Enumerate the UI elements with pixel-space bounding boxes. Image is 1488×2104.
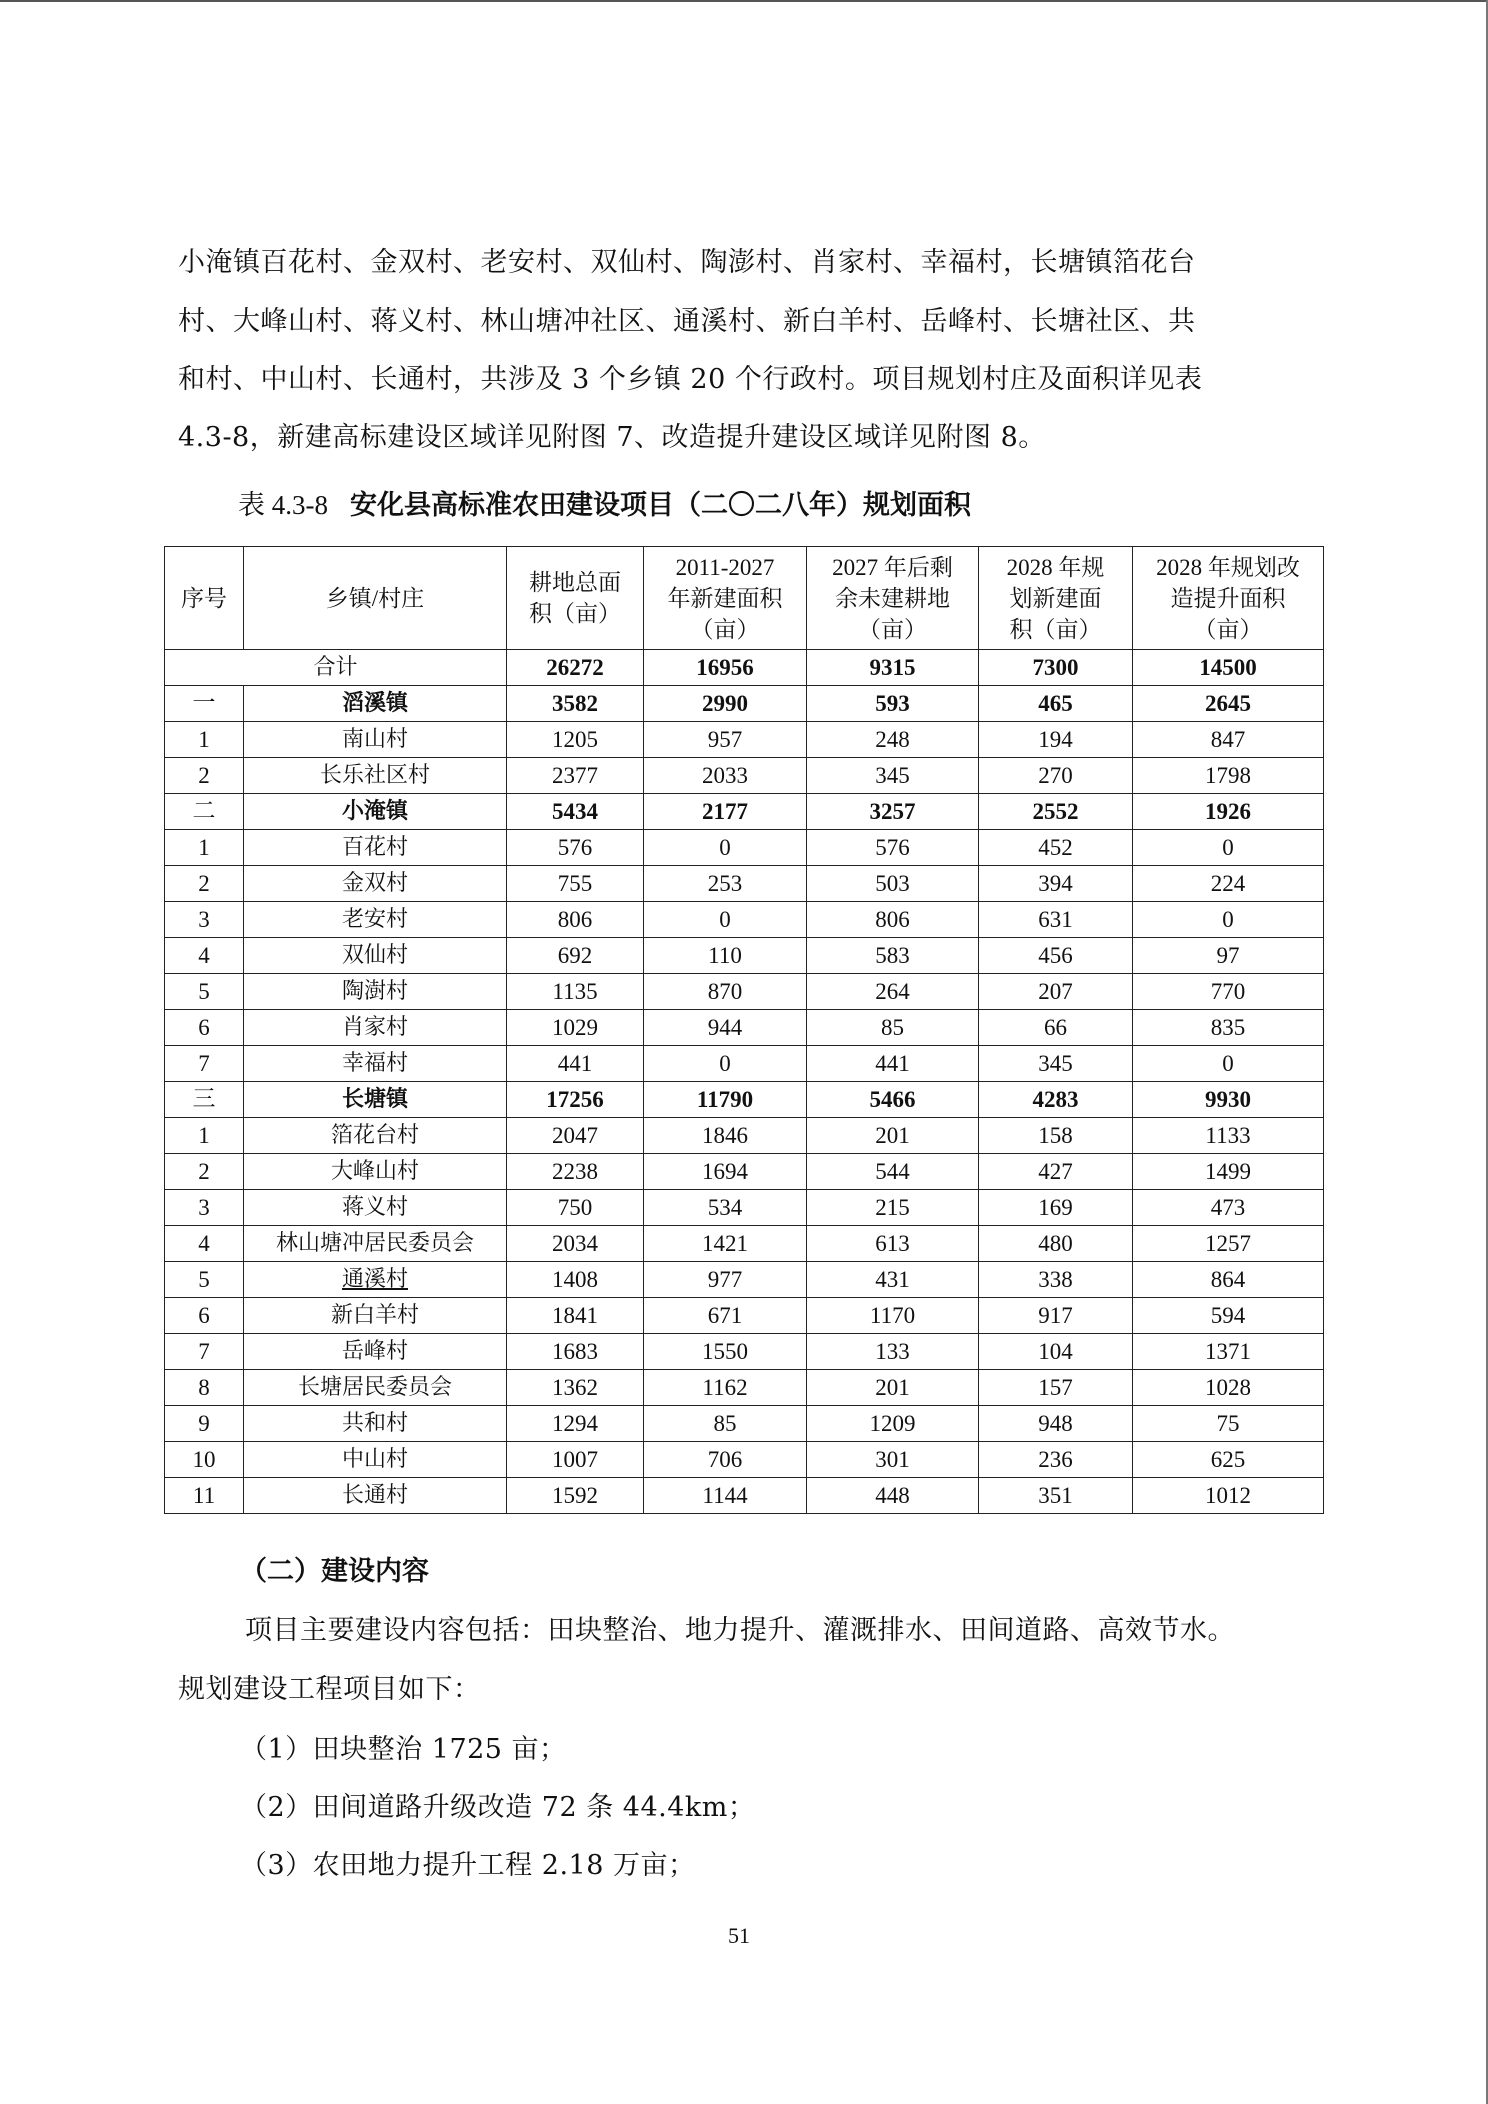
row-value: 253	[644, 866, 807, 902]
row-name	[244, 1118, 507, 1154]
intro-line: 和村、中山村、长通村，共涉及 3 个乡镇 20 个行政村。项目规划村庄及面积详见表	[178, 364, 1203, 395]
row-value: 1205	[507, 722, 644, 758]
row-name	[244, 1154, 507, 1190]
row-name	[244, 1046, 507, 1082]
row-value: 0	[1133, 902, 1324, 938]
row-value: 583	[807, 938, 979, 974]
table-caption-number: 表 4.3-8	[238, 490, 328, 520]
column-header	[165, 547, 244, 650]
row-value: 215	[807, 1190, 979, 1226]
row-value: 576	[807, 830, 979, 866]
list-item: （3）农田地力提升工程 2.18 万亩；	[240, 1850, 696, 1881]
column-header	[507, 547, 644, 650]
row-value: 1012	[1133, 1478, 1324, 1514]
row-index: 1	[165, 722, 244, 758]
row-value: 806	[807, 902, 979, 938]
row-value: 755	[507, 866, 644, 902]
row-value: 613	[807, 1226, 979, 1262]
row-value: 1798	[1133, 758, 1324, 794]
row-name-text: 新白羊村	[330, 1303, 419, 1328]
row-value: 2990	[644, 686, 807, 722]
row-name	[244, 1406, 507, 1442]
intro-line: 村、大峰山村、蒋义村、林山塘冲社区、通溪村、新白羊村、岳峰村、长塘社区、共	[178, 306, 1196, 337]
town-row	[165, 1082, 1324, 1118]
row-name-text: 幸福村	[341, 1051, 408, 1076]
row-value: 847	[1133, 722, 1324, 758]
village-row	[165, 1010, 1324, 1046]
row-value: 431	[807, 1262, 979, 1298]
row-name	[244, 902, 507, 938]
total-value: 26272	[507, 650, 644, 686]
table-caption-title: 安化县高标准农田建设项目（二〇二八年）规划面积	[350, 490, 971, 521]
row-name	[244, 830, 507, 866]
column-header-line: （亩）	[858, 616, 927, 642]
row-value: 1133	[1133, 1118, 1324, 1154]
row-value: 2034	[507, 1226, 644, 1262]
village-row	[165, 758, 1324, 794]
village-row	[165, 974, 1324, 1010]
row-index: 4	[165, 1226, 244, 1262]
row-name-text: 滔溪镇	[341, 691, 408, 716]
village-row	[165, 1046, 1324, 1082]
row-value: 1926	[1133, 794, 1324, 830]
village-row	[165, 938, 1324, 974]
row-name	[244, 1334, 507, 1370]
planning-area-table	[164, 546, 1324, 1514]
row-name-text: 通溪村	[341, 1267, 408, 1292]
column-header-line: 2011-2027	[675, 554, 775, 580]
row-value: 0	[644, 1046, 807, 1082]
row-value: 351	[979, 1478, 1133, 1514]
village-row	[165, 1262, 1324, 1298]
row-value: 1362	[507, 1370, 644, 1406]
row-value: 671	[644, 1298, 807, 1334]
column-header-line: 2027 年后剩	[832, 554, 953, 580]
row-index: 6	[165, 1010, 244, 1046]
row-index: 8	[165, 1370, 244, 1406]
row-name-text: 双仙村	[341, 943, 408, 968]
column-header-line: （亩）	[690, 616, 760, 642]
row-value: 473	[1133, 1190, 1324, 1226]
row-name-text: 大峰山村	[330, 1159, 419, 1184]
row-value: 503	[807, 866, 979, 902]
section-paragraph-line: 规划建设工程项目如下：	[178, 1674, 481, 1705]
row-value: 1592	[507, 1478, 644, 1514]
column-header	[644, 547, 807, 650]
row-value: 3582	[507, 686, 644, 722]
row-name-text: 共和村	[341, 1411, 408, 1436]
row-value: 427	[979, 1154, 1133, 1190]
row-value: 3257	[807, 794, 979, 830]
column-header	[807, 547, 979, 650]
column-header-line: 序号	[181, 585, 227, 611]
village-row	[165, 1406, 1324, 1442]
row-value: 110	[644, 938, 807, 974]
column-header-line: 划新建面	[1009, 585, 1102, 611]
row-value: 576	[507, 830, 644, 866]
row-value: 5466	[807, 1082, 979, 1118]
row-index: 4	[165, 938, 244, 974]
row-index: 3	[165, 902, 244, 938]
row-value: 948	[979, 1406, 1133, 1442]
row-value: 456	[979, 938, 1133, 974]
section-heading: （二）建设内容	[240, 1556, 429, 1587]
list-item: （2）田间道路升级改造 72 条 44.4km；	[240, 1792, 756, 1823]
column-header-line: 积（亩）	[1009, 616, 1102, 642]
row-value: 264	[807, 974, 979, 1010]
row-index: 10	[165, 1442, 244, 1478]
row-name	[244, 1370, 507, 1406]
row-name-text: 百花村	[341, 835, 408, 860]
total-row	[165, 650, 1324, 686]
row-value: 5434	[507, 794, 644, 830]
row-value: 157	[979, 1370, 1133, 1406]
row-name	[244, 1478, 507, 1514]
village-row	[165, 1298, 1324, 1334]
village-row	[165, 902, 1324, 938]
row-index: 2	[165, 758, 244, 794]
row-name	[244, 794, 507, 830]
row-value: 1841	[507, 1298, 644, 1334]
town-row	[165, 686, 1324, 722]
row-value: 1257	[1133, 1226, 1324, 1262]
row-value: 345	[979, 1046, 1133, 1082]
intro-line: 小淹镇百花村、金双村、老安村、双仙村、陶澎村、肖家村、幸福村，长塘镇箔花台	[178, 247, 1196, 278]
row-value: 0	[1133, 830, 1324, 866]
row-value: 1694	[644, 1154, 807, 1190]
row-value: 236	[979, 1442, 1133, 1478]
row-value: 625	[1133, 1442, 1324, 1478]
village-row	[165, 1334, 1324, 1370]
row-value: 448	[807, 1478, 979, 1514]
town-row	[165, 794, 1324, 830]
column-header-line: 2028 年规划改	[1156, 554, 1300, 580]
column-header	[979, 547, 1133, 650]
row-name	[244, 758, 507, 794]
row-value: 465	[979, 686, 1133, 722]
row-value: 544	[807, 1154, 979, 1190]
village-row	[165, 1370, 1324, 1406]
row-value: 201	[807, 1118, 979, 1154]
row-value: 2033	[644, 758, 807, 794]
row-value: 480	[979, 1226, 1133, 1262]
row-index: 5	[165, 1262, 244, 1298]
village-row	[165, 722, 1324, 758]
row-index: 三	[165, 1082, 244, 1118]
row-value: 224	[1133, 866, 1324, 902]
village-row	[165, 866, 1324, 902]
row-name	[244, 1010, 507, 1046]
row-value: 75	[1133, 1406, 1324, 1442]
total-value: 7300	[979, 650, 1133, 686]
row-value: 917	[979, 1298, 1133, 1334]
row-value: 2645	[1133, 686, 1324, 722]
row-value: 97	[1133, 938, 1324, 974]
row-value: 2552	[979, 794, 1133, 830]
column-header-line: 2028 年规	[1006, 554, 1105, 580]
column-header-line: 造提升面积	[1170, 585, 1286, 611]
row-name	[244, 722, 507, 758]
row-value: 944	[644, 1010, 807, 1046]
table-header-row	[165, 547, 1324, 650]
row-value: 0	[1133, 1046, 1324, 1082]
page-border-top	[0, 0, 1488, 2]
row-value: 1499	[1133, 1154, 1324, 1190]
row-name-text: 肖家村	[341, 1015, 408, 1040]
column-header-line: 积（亩）	[529, 601, 621, 626]
row-value: 66	[979, 1010, 1133, 1046]
column-header	[244, 547, 507, 650]
row-value: 864	[1133, 1262, 1324, 1298]
row-value: 394	[979, 866, 1133, 902]
intro-line: 4.3-8，新建高标建设区域详见附图 7、改造提升建设区域详见附图 8。	[178, 422, 1046, 453]
row-value: 1135	[507, 974, 644, 1010]
row-value: 2238	[507, 1154, 644, 1190]
row-value: 338	[979, 1262, 1133, 1298]
row-name-text: 箔花台村	[330, 1123, 419, 1148]
row-value: 1683	[507, 1334, 644, 1370]
row-name	[244, 1190, 507, 1226]
column-header-line: 年新建面积	[667, 585, 783, 611]
row-value: 0	[644, 830, 807, 866]
row-index: 9	[165, 1406, 244, 1442]
row-index: 一	[165, 686, 244, 722]
row-index: 1	[165, 830, 244, 866]
row-value: 750	[507, 1190, 644, 1226]
row-value: 1170	[807, 1298, 979, 1334]
row-value: 85	[644, 1406, 807, 1442]
list-item: （1）田块整治 1725 亩；	[240, 1734, 567, 1765]
row-index: 7	[165, 1046, 244, 1082]
row-index: 2	[165, 1154, 244, 1190]
row-value: 770	[1133, 974, 1324, 1010]
total-label: 合计	[165, 650, 507, 686]
row-value: 158	[979, 1118, 1133, 1154]
row-value: 1029	[507, 1010, 644, 1046]
row-name-text: 长乐社区村	[319, 763, 430, 788]
column-header-line: （亩）	[1193, 616, 1263, 642]
row-value: 1028	[1133, 1370, 1324, 1406]
row-value: 2177	[644, 794, 807, 830]
column-header-line: 余未建耕地	[835, 585, 950, 611]
village-row	[165, 1118, 1324, 1154]
row-value: 534	[644, 1190, 807, 1226]
row-name	[244, 686, 507, 722]
column-header	[1133, 547, 1324, 650]
row-value: 1846	[644, 1118, 807, 1154]
row-name	[244, 866, 507, 902]
village-row	[165, 1478, 1324, 1514]
row-value: 1209	[807, 1406, 979, 1442]
row-value: 594	[1133, 1298, 1324, 1334]
row-value: 4283	[979, 1082, 1133, 1118]
row-index: 6	[165, 1298, 244, 1334]
row-value: 104	[979, 1334, 1133, 1370]
village-row	[165, 1190, 1324, 1226]
row-name-text: 陶澍村	[341, 979, 408, 1004]
row-value: 977	[644, 1262, 807, 1298]
row-value: 452	[979, 830, 1133, 866]
row-name-text: 岳峰村	[341, 1339, 408, 1364]
row-name-text: 南山村	[341, 727, 408, 752]
row-value: 835	[1133, 1010, 1324, 1046]
row-value: 593	[807, 686, 979, 722]
row-name	[244, 974, 507, 1010]
row-value: 1421	[644, 1226, 807, 1262]
row-value: 692	[507, 938, 644, 974]
total-value: 14500	[1133, 650, 1324, 686]
row-index: 5	[165, 974, 244, 1010]
row-name-text: 长通村	[341, 1483, 408, 1508]
row-value: 301	[807, 1442, 979, 1478]
row-value: 1550	[644, 1334, 807, 1370]
row-name-text: 长塘镇	[341, 1087, 408, 1112]
row-value: 1162	[644, 1370, 807, 1406]
row-value: 870	[644, 974, 807, 1010]
row-name	[244, 1226, 507, 1262]
row-value: 1294	[507, 1406, 644, 1442]
row-name	[244, 1082, 507, 1118]
row-value: 248	[807, 722, 979, 758]
row-value: 1408	[507, 1262, 644, 1298]
total-value: 9315	[807, 650, 979, 686]
row-value: 17256	[507, 1082, 644, 1118]
row-value: 345	[807, 758, 979, 794]
row-value: 631	[979, 902, 1133, 938]
row-name	[244, 1262, 507, 1298]
row-value: 85	[807, 1010, 979, 1046]
row-value: 11790	[644, 1082, 807, 1118]
row-index: 2	[165, 866, 244, 902]
row-value: 706	[644, 1442, 807, 1478]
row-name-text: 小淹镇	[341, 799, 408, 824]
row-value: 441	[507, 1046, 644, 1082]
village-row	[165, 1154, 1324, 1190]
table-caption	[238, 488, 971, 523]
row-value: 270	[979, 758, 1133, 794]
row-name	[244, 938, 507, 974]
row-value: 9930	[1133, 1082, 1324, 1118]
row-value: 0	[644, 902, 807, 938]
page-number: 51	[728, 1923, 750, 1948]
column-header-line: 乡镇/村庄	[325, 585, 425, 611]
row-name-text: 林山塘冲居民委员会	[275, 1231, 474, 1256]
row-name-text: 老安村	[341, 907, 408, 932]
row-name-text: 中山村	[341, 1447, 408, 1472]
row-value: 169	[979, 1190, 1133, 1226]
row-value: 1007	[507, 1442, 644, 1478]
row-value: 2047	[507, 1118, 644, 1154]
row-name-text: 长塘居民委员会	[297, 1375, 452, 1400]
row-name	[244, 1298, 507, 1334]
village-row	[165, 1226, 1324, 1262]
row-name-text: 金双村	[341, 871, 408, 896]
village-row	[165, 830, 1324, 866]
row-value: 957	[644, 722, 807, 758]
row-name	[244, 1442, 507, 1478]
row-value: 194	[979, 722, 1133, 758]
row-index: 11	[165, 1478, 244, 1514]
row-value: 1371	[1133, 1334, 1324, 1370]
row-value: 806	[507, 902, 644, 938]
row-index: 3	[165, 1190, 244, 1226]
row-value: 133	[807, 1334, 979, 1370]
row-name-text: 蒋义村	[341, 1195, 408, 1220]
row-value: 2377	[507, 758, 644, 794]
table-body	[165, 650, 1324, 1514]
row-value: 441	[807, 1046, 979, 1082]
village-row	[165, 1442, 1324, 1478]
row-index: 1	[165, 1118, 244, 1154]
total-value: 16956	[644, 650, 807, 686]
row-index: 7	[165, 1334, 244, 1370]
row-index: 二	[165, 794, 244, 830]
row-value: 201	[807, 1370, 979, 1406]
column-header-line: 耕地总面	[529, 570, 621, 595]
section-paragraph-line: 项目主要建设内容包括：田块整治、地力提升、灌溉排水、田间道路、高效节水。	[245, 1615, 1235, 1646]
row-value: 207	[979, 974, 1133, 1010]
row-value: 1144	[644, 1478, 807, 1514]
